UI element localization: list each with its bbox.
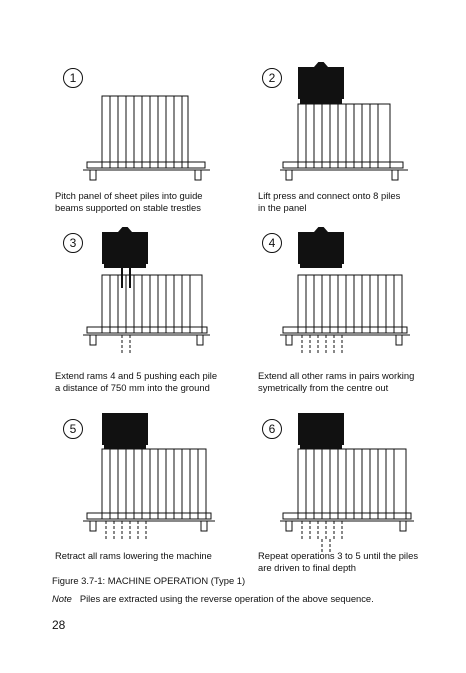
- note-text: Piles are extracted using the reverse operation of the above sequence.: [79, 593, 374, 604]
- step-1-caption: [55, 190, 255, 213]
- press-machine: [298, 62, 344, 104]
- step-2-caption-line-1: Lift press and connect onto 8 piles: [258, 190, 401, 201]
- step-6-caption: [258, 550, 458, 573]
- trestle-right: [195, 170, 201, 180]
- step-4-caption-line-1: Extend all other rams in pairs working: [258, 370, 415, 381]
- step-2-number: 2: [262, 68, 282, 88]
- step-4-caption: [258, 370, 458, 393]
- press-machine: [298, 227, 344, 268]
- step-5-number: 5: [63, 419, 83, 439]
- page-number: 28: [52, 618, 66, 632]
- press-machine: [102, 413, 148, 449]
- step-3-illustration: [55, 227, 255, 377]
- step-6-diagram: [258, 413, 458, 558]
- note-label: Note: [52, 593, 72, 604]
- guide-beam: [87, 162, 205, 168]
- note: [52, 593, 374, 604]
- step-2-caption-line-2: in the panel: [258, 201, 307, 213]
- step-2-caption: [258, 190, 458, 213]
- press-machine: [298, 413, 344, 449]
- step-6-caption-line-1: Repeat operations 3 to 5 until the piles: [258, 550, 419, 561]
- step-1-number: 1: [63, 68, 83, 88]
- step-3-caption-line-1: Extend rams 4 and 5 pushing each pile: [55, 370, 218, 381]
- step-4-diagram: [258, 227, 458, 367]
- step-5-caption: [55, 550, 255, 562]
- step-5-illustration: [55, 413, 255, 563]
- step-3-number: 3: [63, 233, 83, 253]
- trestle-left: [90, 170, 96, 180]
- press-machine: [102, 227, 148, 288]
- step-3-caption: [55, 370, 255, 393]
- step-6-illustration: [258, 413, 458, 563]
- step-4-illustration: [258, 227, 458, 377]
- step-6-number: 6: [262, 419, 282, 439]
- figure-title: Figure 3.7-1: MACHINE OPERATION (Type 1): [52, 575, 246, 586]
- step-5-caption-line-1: Retract all rams lowering the machine: [55, 550, 212, 561]
- step-1-diagram: [55, 62, 255, 187]
- step-5-diagram: [55, 413, 255, 548]
- step-2-diagram: [258, 62, 458, 187]
- step-1-caption-line-2: beams supported on stable trestles: [55, 201, 201, 213]
- step-3-diagram: [55, 227, 255, 357]
- sheet-piles: [110, 96, 182, 168]
- step-1-caption-line-1: Pitch panel of sheet piles into guide: [55, 190, 203, 201]
- step-3-caption-line-2: a distance of 750 mm into the ground: [55, 381, 210, 393]
- step-6-caption-line-2: are driven to final depth: [258, 561, 356, 573]
- step-4-number: 4: [262, 233, 282, 253]
- step-4-caption-line-2: symetrically from the centre out: [258, 381, 389, 393]
